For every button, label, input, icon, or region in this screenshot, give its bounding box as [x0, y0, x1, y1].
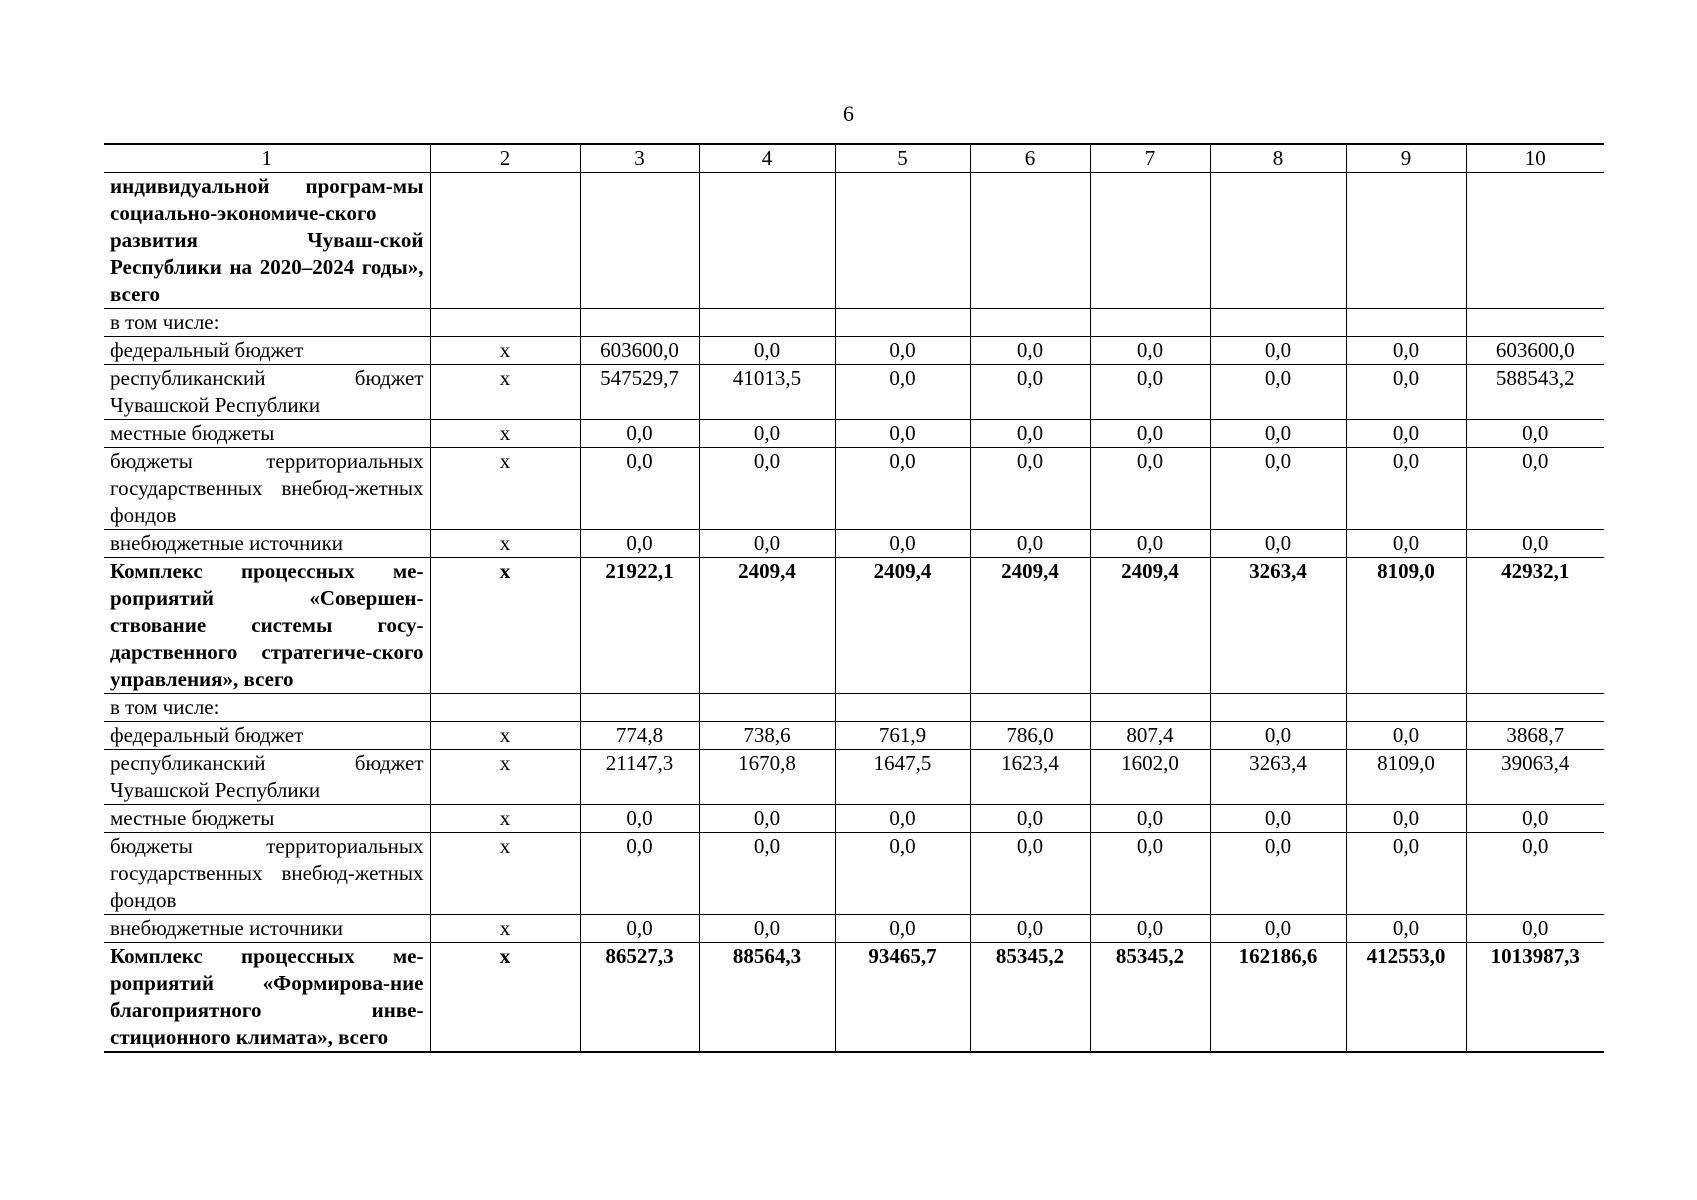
- value-cell: 1602,0: [1090, 750, 1210, 805]
- page-number: 6: [843, 101, 854, 126]
- value-cell: 0,0: [1346, 805, 1466, 833]
- row-mark-cell: x: [430, 722, 580, 750]
- value-cell: [1210, 694, 1346, 722]
- value-cell: [699, 309, 835, 337]
- value-cell: 807,4: [1090, 722, 1210, 750]
- value-cell: 0,0: [699, 448, 835, 530]
- header-cell: 2: [430, 144, 580, 173]
- table-row: [104, 805, 1604, 833]
- value-cell: 3263,4: [1210, 750, 1346, 805]
- table-row: [104, 420, 1604, 448]
- value-cell: 0,0: [1090, 915, 1210, 943]
- value-cell: [1210, 173, 1346, 309]
- value-cell: 85345,2: [1090, 943, 1210, 1053]
- row-mark-cell: x: [430, 805, 580, 833]
- value-cell: 3263,4: [1210, 558, 1346, 694]
- row-name-cell: индивидуальной програм-мы социально-экономиче-ского развития Чуваш-ской Республики на 2020–2024 годы», всего: [104, 173, 430, 309]
- value-cell: 0,0: [1090, 530, 1210, 558]
- row-name-cell: федеральный бюджет: [104, 337, 430, 365]
- value-cell: 0,0: [1090, 448, 1210, 530]
- value-cell: 761,9: [835, 722, 970, 750]
- row-name-cell: в том числе:: [104, 309, 430, 337]
- value-cell: 0,0: [835, 420, 970, 448]
- value-cell: 86527,3: [580, 943, 699, 1053]
- value-cell: 0,0: [699, 915, 835, 943]
- row-mark-cell: x: [430, 530, 580, 558]
- value-cell: 39063,4: [1466, 750, 1604, 805]
- value-cell: 0,0: [1466, 448, 1604, 530]
- value-cell: [1346, 309, 1466, 337]
- value-cell: 1647,5: [835, 750, 970, 805]
- value-cell: 1670,8: [699, 750, 835, 805]
- value-cell: 0,0: [835, 530, 970, 558]
- value-cell: 0,0: [1090, 365, 1210, 420]
- value-cell: 0,0: [1210, 420, 1346, 448]
- value-cell: 0,0: [970, 805, 1090, 833]
- value-cell: 0,0: [835, 448, 970, 530]
- row-name-cell: внебюджетные источники: [104, 530, 430, 558]
- table-row: [104, 365, 1604, 420]
- row-mark-cell: x: [430, 558, 580, 694]
- value-cell: 1013987,3: [1466, 943, 1604, 1053]
- value-cell: 0,0: [1466, 420, 1604, 448]
- value-cell: 0,0: [1346, 337, 1466, 365]
- value-cell: 0,0: [970, 337, 1090, 365]
- value-cell: 0,0: [1090, 337, 1210, 365]
- table-row: [104, 722, 1604, 750]
- value-cell: 0,0: [835, 833, 970, 915]
- value-cell: [1346, 173, 1466, 309]
- value-cell: 0,0: [580, 448, 699, 530]
- value-cell: 0,0: [835, 365, 970, 420]
- value-cell: 0,0: [699, 530, 835, 558]
- table-body: [104, 144, 1604, 1052]
- value-cell: 0,0: [1210, 915, 1346, 943]
- value-cell: 786,0: [970, 722, 1090, 750]
- value-cell: 0,0: [1210, 722, 1346, 750]
- row-name-cell: Комплекс процессных ме-роприятий «Совершен-ствование системы госу-дарственного стратегиче-ского управления», всего: [104, 558, 430, 694]
- value-cell: [1090, 173, 1210, 309]
- value-cell: 0,0: [1210, 805, 1346, 833]
- value-cell: [1466, 694, 1604, 722]
- value-cell: [970, 694, 1090, 722]
- value-cell: 162186,6: [1210, 943, 1346, 1053]
- value-cell: 0,0: [1090, 833, 1210, 915]
- row-name-cell: в том числе:: [104, 694, 430, 722]
- value-cell: 3868,7: [1466, 722, 1604, 750]
- header-cell: 5: [835, 144, 970, 173]
- value-cell: [699, 173, 835, 309]
- row-mark-cell: x: [430, 943, 580, 1053]
- value-cell: 0,0: [1466, 805, 1604, 833]
- header-cell: 6: [970, 144, 1090, 173]
- row-name-cell: бюджеты территориальных государственных внебюд-жетных фондов: [104, 448, 430, 530]
- row-mark-cell: [430, 173, 580, 309]
- value-cell: 0,0: [970, 365, 1090, 420]
- row-mark-cell: x: [430, 420, 580, 448]
- row-mark-cell: x: [430, 337, 580, 365]
- value-cell: [1346, 694, 1466, 722]
- value-cell: 88564,3: [699, 943, 835, 1053]
- row-name-cell: бюджеты территориальных государственных внебюд-жетных фондов: [104, 833, 430, 915]
- value-cell: 0,0: [580, 833, 699, 915]
- value-cell: 0,0: [1346, 833, 1466, 915]
- value-cell: 0,0: [1346, 915, 1466, 943]
- value-cell: 0,0: [699, 420, 835, 448]
- header-cell: 3: [580, 144, 699, 173]
- row-name-cell: местные бюджеты: [104, 420, 430, 448]
- value-cell: 1623,4: [970, 750, 1090, 805]
- value-cell: 0,0: [970, 420, 1090, 448]
- value-cell: [1466, 173, 1604, 309]
- header-row: [104, 144, 1604, 173]
- budget-table: [104, 143, 1604, 1053]
- row-name-cell: местные бюджеты: [104, 805, 430, 833]
- value-cell: [970, 173, 1090, 309]
- value-cell: [1210, 309, 1346, 337]
- header-cell: 10: [1466, 144, 1604, 173]
- value-cell: [835, 694, 970, 722]
- value-cell: 0,0: [970, 915, 1090, 943]
- value-cell: [970, 309, 1090, 337]
- value-cell: 0,0: [1210, 448, 1346, 530]
- table-row: [104, 309, 1604, 337]
- value-cell: 0,0: [580, 530, 699, 558]
- value-cell: 0,0: [1466, 833, 1604, 915]
- row-name-cell: федеральный бюджет: [104, 722, 430, 750]
- value-cell: 0,0: [1210, 365, 1346, 420]
- value-cell: [1090, 694, 1210, 722]
- value-cell: [580, 694, 699, 722]
- value-cell: [835, 173, 970, 309]
- value-cell: 0,0: [1346, 420, 1466, 448]
- table-row: [104, 750, 1604, 805]
- value-cell: 0,0: [699, 337, 835, 365]
- value-cell: 21147,3: [580, 750, 699, 805]
- value-cell: 0,0: [580, 805, 699, 833]
- value-cell: 0,0: [1466, 915, 1604, 943]
- value-cell: 0,0: [580, 420, 699, 448]
- value-cell: 0,0: [970, 530, 1090, 558]
- header-cell: 4: [699, 144, 835, 173]
- value-cell: 0,0: [835, 337, 970, 365]
- row-mark-cell: x: [430, 833, 580, 915]
- table-row: [104, 337, 1604, 365]
- value-cell: 0,0: [970, 448, 1090, 530]
- row-name-cell: Комплекс процессных ме-роприятий «Формирова-ние благоприятного инве-стиционного климата», всего: [104, 943, 430, 1053]
- value-cell: 412553,0: [1346, 943, 1466, 1053]
- value-cell: 738,6: [699, 722, 835, 750]
- value-cell: 8109,0: [1346, 750, 1466, 805]
- value-cell: 21922,1: [580, 558, 699, 694]
- row-mark-cell: x: [430, 365, 580, 420]
- value-cell: 2409,4: [835, 558, 970, 694]
- header-cell: 8: [1210, 144, 1346, 173]
- value-cell: 2409,4: [699, 558, 835, 694]
- value-cell: 85345,2: [970, 943, 1090, 1053]
- value-cell: 0,0: [1346, 365, 1466, 420]
- value-cell: 41013,5: [699, 365, 835, 420]
- value-cell: 0,0: [1346, 448, 1466, 530]
- value-cell: 0,0: [1466, 530, 1604, 558]
- value-cell: 93465,7: [835, 943, 970, 1053]
- value-cell: 0,0: [1346, 722, 1466, 750]
- table-row: [104, 558, 1604, 694]
- value-cell: [580, 309, 699, 337]
- row-name-cell: республиканский бюджет Чувашской Республики: [104, 750, 430, 805]
- value-cell: 0,0: [1210, 337, 1346, 365]
- row-mark-cell: [430, 694, 580, 722]
- table-row: [104, 448, 1604, 530]
- value-cell: 42932,1: [1466, 558, 1604, 694]
- value-cell: 8109,0: [1346, 558, 1466, 694]
- value-cell: 0,0: [970, 833, 1090, 915]
- table-row: [104, 173, 1604, 309]
- table-row: [104, 530, 1604, 558]
- value-cell: [835, 309, 970, 337]
- value-cell: 0,0: [835, 915, 970, 943]
- value-cell: [699, 694, 835, 722]
- header-cell: 1: [104, 144, 430, 173]
- row-mark-cell: x: [430, 448, 580, 530]
- value-cell: 0,0: [1210, 530, 1346, 558]
- value-cell: 0,0: [1090, 420, 1210, 448]
- value-cell: 774,8: [580, 722, 699, 750]
- row-mark-cell: x: [430, 915, 580, 943]
- value-cell: 0,0: [580, 915, 699, 943]
- header-cell: 7: [1090, 144, 1210, 173]
- table-row: [104, 943, 1604, 1053]
- row-name-cell: внебюджетные источники: [104, 915, 430, 943]
- table-row: [104, 915, 1604, 943]
- value-cell: 0,0: [1346, 530, 1466, 558]
- table-row: [104, 694, 1604, 722]
- value-cell: 2409,4: [970, 558, 1090, 694]
- value-cell: 588543,2: [1466, 365, 1604, 420]
- value-cell: 0,0: [835, 805, 970, 833]
- value-cell: [580, 173, 699, 309]
- value-cell: 603600,0: [1466, 337, 1604, 365]
- value-cell: 0,0: [1210, 833, 1346, 915]
- table-row: [104, 833, 1604, 915]
- value-cell: 0,0: [699, 833, 835, 915]
- value-cell: 0,0: [1090, 805, 1210, 833]
- value-cell: [1090, 309, 1210, 337]
- value-cell: 603600,0: [580, 337, 699, 365]
- value-cell: 547529,7: [580, 365, 699, 420]
- value-cell: [1466, 309, 1604, 337]
- value-cell: 2409,4: [1090, 558, 1210, 694]
- row-mark-cell: [430, 309, 580, 337]
- value-cell: 0,0: [699, 805, 835, 833]
- header-cell: 9: [1346, 144, 1466, 173]
- row-mark-cell: x: [430, 750, 580, 805]
- row-name-cell: республиканский бюджет Чувашской Республики: [104, 365, 430, 420]
